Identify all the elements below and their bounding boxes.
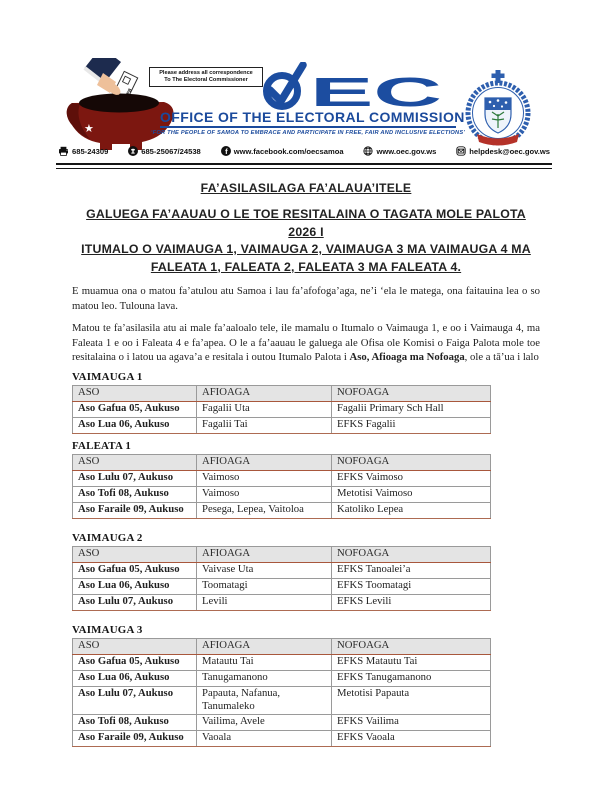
schedule-table [72, 385, 491, 434]
table-row [73, 654, 491, 670]
cell-aso: Aso Tofi 08, Aukuso [73, 715, 197, 731]
column-header: ASO [73, 385, 197, 401]
contact-text: 685-25067/24538 [141, 146, 201, 156]
cell-aso: Aso Lua 06, Aukuso [73, 578, 197, 594]
table-row [73, 486, 491, 502]
district-section [72, 532, 540, 611]
table-header-row [73, 638, 491, 654]
bold-phrase: Aso, Afioaga ma Nofoaga [349, 351, 465, 363]
letterhead [0, 0, 612, 172]
oec-logo [258, 62, 450, 115]
cell-aso: Aso Gafua 05, Aukuso [73, 562, 197, 578]
cell-afioaga: Vaimoso [197, 470, 332, 486]
cell-aso: Aso Gafua 05, Aukuso [73, 401, 197, 417]
district-heading: VAIMAUGA 3 [72, 623, 143, 636]
table-header-row [73, 546, 491, 562]
table-row [73, 401, 491, 417]
cell-afioaga: Vaimoso [197, 486, 332, 502]
table-row [73, 686, 491, 715]
subtitle-line: FALEATA 1, FALEATA 2, FALEATA 3 MA FALEATA 4. [150, 259, 462, 274]
district-section [72, 440, 540, 519]
cell-aso: Aso Faraile 09, Aukuso [73, 731, 197, 747]
contact-text: helpdesk@oec.gov.ws [469, 146, 550, 156]
district-heading: VAIMAUGA 1 [72, 370, 143, 383]
column-header: ASO [73, 546, 197, 562]
cell-afioaga: Pesega, Lepea, Vaitoloa [197, 502, 332, 518]
notice-subtitle [72, 206, 540, 276]
cell-nofoaga: EFKS Tanoalei’a [332, 562, 491, 578]
table-row [73, 470, 491, 486]
subtitle-line: ITUMALO O VAIMAUGA 1, VAIMAUGA 2, VAIMAUGA 3 MA VAIMAUGA 4 MA [81, 242, 531, 256]
district-heading: FALEATA 1 [72, 439, 131, 452]
document-body [0, 181, 612, 747]
column-header: AFIOAGA [197, 638, 332, 654]
column-header: ASO [73, 454, 197, 470]
cell-afioaga: Levili [197, 594, 332, 610]
paragraph-greeting: E muamua ona o matou fa’atulou atu Samoa i lau fa’afofoga’aga, ne’i ‘ela le matega, ona faitauina lea o so matou leo. Tulouna lava. [72, 285, 540, 312]
column-header: AFIOAGA [197, 385, 332, 401]
table-row [73, 594, 491, 610]
cell-aso: Aso Gafua 05, Aukuso [73, 654, 197, 670]
facebook-icon [221, 146, 231, 156]
cell-aso: Aso Faraile 09, Aukuso [73, 502, 197, 518]
cell-nofoaga: EFKS Matautu Tai [332, 654, 491, 670]
schedule-table [72, 546, 491, 611]
cell-nofoaga: Katoliko Lepea [332, 502, 491, 518]
cell-nofoaga: EFKS Toomatagi [332, 578, 491, 594]
organisation-name: OFFICE OF THE ELECTORAL COMMISSION [160, 109, 456, 128]
cell-aso: Aso Lulu 07, Aukuso [73, 470, 197, 486]
cell-nofoaga: EFKS Levili [332, 594, 491, 610]
cell-afioaga: Vaivase Uta [197, 562, 332, 578]
organisation-tagline: ‘FOR THE PEOPLE OF SAMOA TO EMBRACE AND PARTICIPATE IN FREE, FAIR AND INCLUSIVE ELECTIONS’ [150, 130, 466, 136]
phone-icon [128, 146, 138, 156]
table-row [73, 670, 491, 686]
cell-nofoaga: Metotisi Vaimoso [332, 486, 491, 502]
cell-afioaga: Fagalii Uta [197, 401, 332, 417]
contact-item [58, 146, 108, 156]
header-divider [56, 163, 552, 169]
cell-afioaga: Papauta, Nafanua, Tanumaleko [197, 686, 332, 715]
contact-text: www.facebook.com/oecsamoa [233, 146, 344, 156]
district-section [72, 624, 540, 748]
correspondence-note-line2: To The Electoral Commissioner [164, 77, 248, 83]
column-header: AFIOAGA [197, 546, 332, 562]
cell-aso: Aso Tofi 08, Aukuso [73, 486, 197, 502]
contact-text: 685-24309 [72, 146, 109, 156]
cell-nofoaga: EFKS Vaimoso [332, 470, 491, 486]
correspondence-note-line1: Please address all correspondence [159, 70, 253, 76]
contact-item [363, 146, 436, 156]
cell-afioaga: Matautu Tai [197, 654, 332, 670]
logo-letters: EC [310, 69, 442, 110]
fax-icon [58, 146, 69, 156]
subtitle-line: GALUEGA FA’AAUAU O LE TOE RESITALAINA O TAGATA MOLE PALOTA 2026 I [86, 207, 526, 239]
district-section [72, 371, 540, 434]
cell-aso: Aso Lulu 07, Aukuso [73, 686, 197, 715]
column-header: NOFOAGA [332, 546, 491, 562]
cell-nofoaga: EFKS Vailima [332, 715, 491, 731]
table-row [73, 715, 491, 731]
cell-nofoaga: EFKS Fagalii [332, 417, 491, 433]
cell-aso: Aso Lua 06, Aukuso [73, 417, 197, 433]
table-row [73, 502, 491, 518]
contact-item [456, 146, 550, 156]
notice-title: FA’ASILASILAGA FA’ALAUA’ITELE [200, 181, 412, 195]
contact-bar [58, 146, 550, 156]
globe-icon [363, 146, 373, 156]
contact-item [128, 146, 201, 156]
cell-aso: Aso Lulu 07, Aukuso [73, 594, 197, 610]
table-row [73, 731, 491, 747]
paragraph-announcement: Matou te fa’asilasila atu ai male fa’aaloalo tele, ile mamalu o Itumalo o Vaimauga 1, e oo i Vaimauga 4, ma Faleata 1 e oo i Faleata 4 e fa’apea. O le a fa’aauau le galuega ale Ofisa ole Komisi o Faiga Palota mole toe resitalaina o i latou ua agava’a e resitala i outou Itumalo Palota i Aso, Afioaga ma Nofoaga, ole a tā’ua i lalo [72, 322, 540, 363]
table-header-row [73, 454, 491, 470]
correspondence-note [149, 67, 263, 87]
table-row [73, 578, 491, 594]
district-heading: VAIMAUGA 2 [72, 531, 143, 544]
cell-afioaga: Vaoala [197, 731, 332, 747]
table-row [73, 417, 491, 433]
column-header: NOFOAGA [332, 385, 491, 401]
cell-nofoaga: EFKS Vaoala [332, 731, 491, 747]
table-header-row [73, 385, 491, 401]
cell-afioaga: Vailima, Avele [197, 715, 332, 731]
cell-nofoaga: EFKS Tanugamanono [332, 670, 491, 686]
cell-nofoaga: Metotisi Papauta [332, 686, 491, 715]
schedule-table [72, 454, 491, 519]
column-header: AFIOAGA [197, 454, 332, 470]
schedule-table [72, 638, 491, 748]
table-row [73, 562, 491, 578]
star-icon: ★ [84, 123, 94, 135]
column-header: NOFOAGA [332, 638, 491, 654]
column-header: ASO [73, 638, 197, 654]
contact-item [221, 146, 344, 156]
schedule-sections [72, 371, 540, 748]
cell-afioaga: Toomatagi [197, 578, 332, 594]
cell-aso: Aso Lua 06, Aukuso [73, 670, 197, 686]
cell-afioaga: Tanugamanono [197, 670, 332, 686]
svg-text:f: f [224, 147, 228, 156]
email-icon [456, 146, 466, 156]
cell-nofoaga: Fagalii Primary Sch Hall [332, 401, 491, 417]
cell-afioaga: Fagalii Tai [197, 417, 332, 433]
contact-text: www.oec.gov.ws [376, 146, 437, 156]
column-header: NOFOAGA [332, 454, 491, 470]
samoa-coat-of-arms [452, 68, 544, 155]
